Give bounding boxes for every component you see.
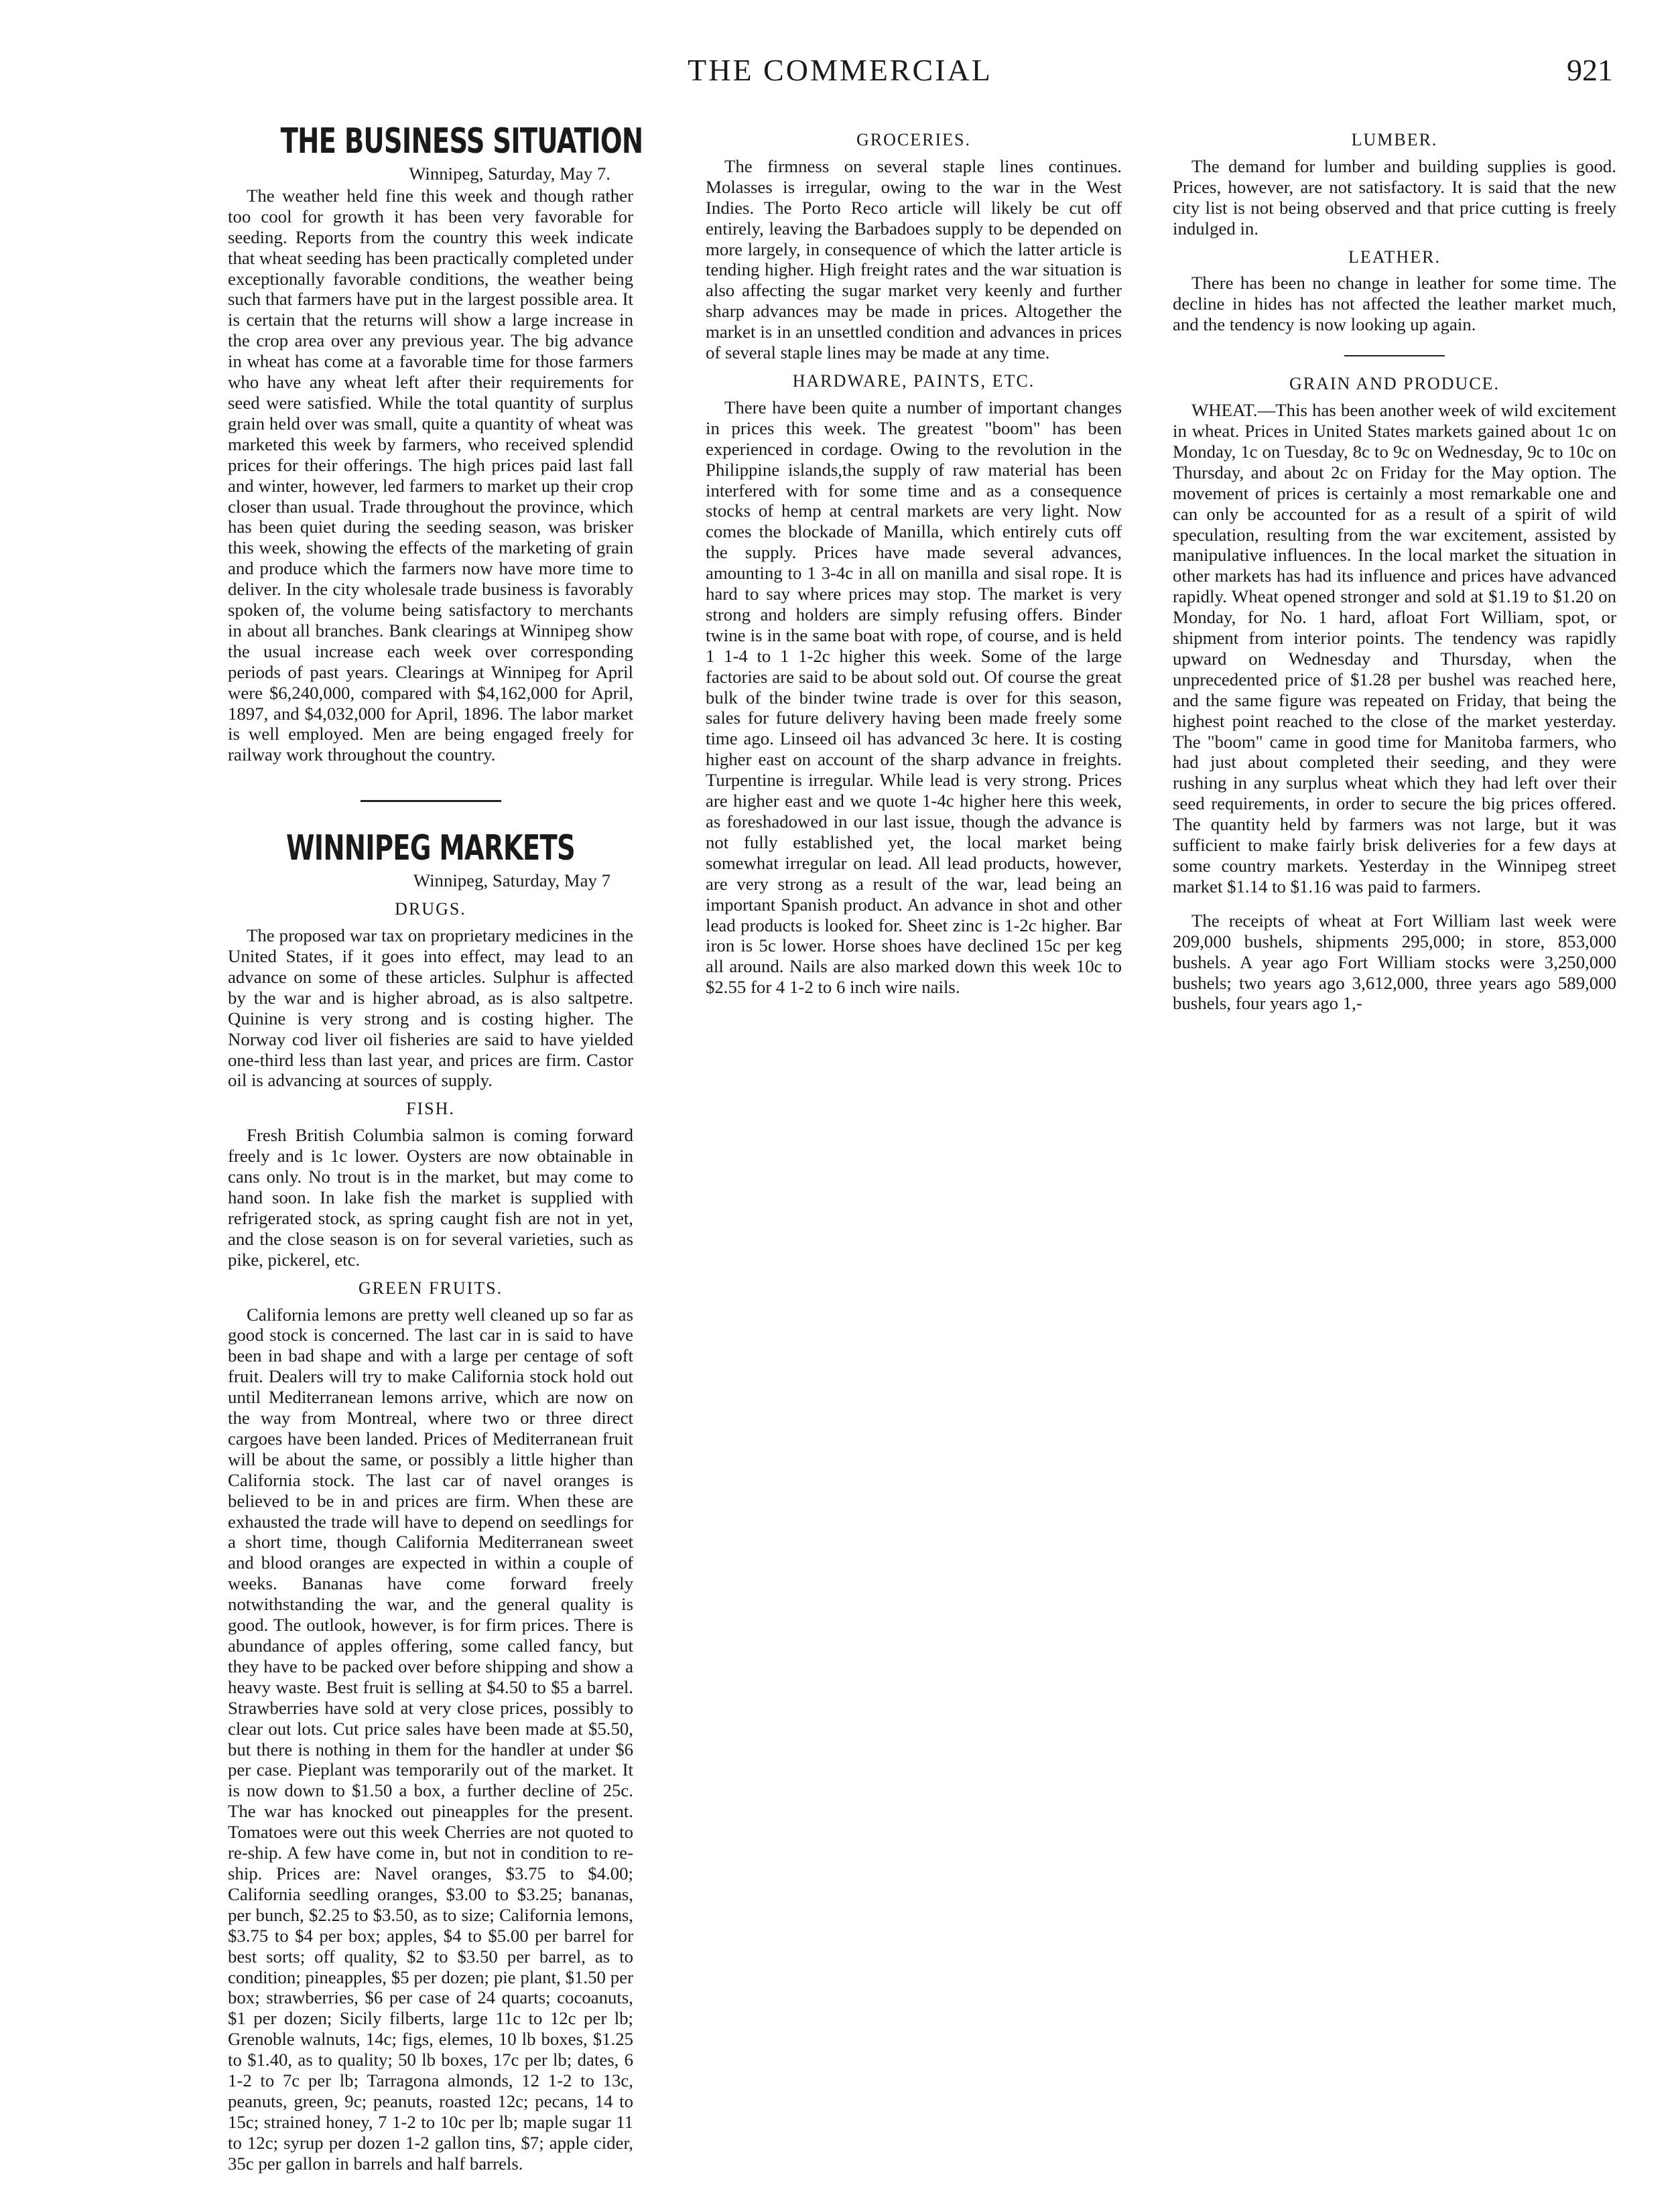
green-fruits-subhead: GREEN FRUITS. — [358, 1278, 503, 1298]
drugs-subhead: DRUGS. — [395, 899, 466, 919]
grain-produce-subhead: GRAIN AND PRODUCE. — [1289, 374, 1500, 394]
lumber-body: The demand for lumber and building supplies is good. Prices, however, are not satisfactory. It is said that the new city list is not being observed and that price cutting is freely indulged in. — [1173, 155, 1616, 239]
wheat-receipts-body: The receipts of wheat at Fort William last week were 209,000 bushels, shipments 295,000; in store, 853,000 bushels. A year ago Fort William stocks were 3,250,000 bushels; two years ago 3,612,000, three years ago 589,000 bushels, four years ago 1,- — [1173, 910, 1616, 1014]
groceries-body: The firmness on several staple lines continues. Molasses is irregular, owing to the war in the West Indies. The Porto Reco article will likely be cut off entirely, leaving the Barbadoes supply to be depended on more largely, in consequence of which the latter article is tending higher. High freight rates and the war situation is also affecting the sugar market very keenly and further sharp advances may be made in prices. Altogether the market is in an unsettled condition and advances in prices of several staple lines may be made at any time. — [706, 155, 1122, 363]
column-1 — [228, 121, 643, 2174]
fish-subhead: FISH. — [406, 1099, 455, 1119]
business-situation-body: The weather held fine this week and though rather too cool for growth it has been very favorable for seeding. Reports from the country this week indicate that wheat seeding has been practically completed under exceptionally favorable conditions, the weather being such that farmers have put in the largest possible area. It is certain that the returns will show a large increase in the crop area over any previous year. The big advance in wheat has come at a favorable time for those farmers who have any wheat left after their requirements for seed were satisfied. While the total quantity of surplus grain held over was small, quite a quantity of wheat was marketed this week by farmers, who received splendid prices for their offerings. The high prices paid last fall and winter, however, led farmers to market up their crop closer than usual. Trade throughout the province, which has been quiet during the seeding season, was brisker this week, showing the effects of the marketing of grain and produce which the farmers now have more time to deliver. In the city wholesale trade business is favorably spoken of, the volume being satisfactory to merchants in about all branches. Bank clearings at Winnipeg show the usual increase each week over corresponding periods of past years. Clearings at Winnipeg for April were $6,240,000, compared with $4,162,000 for April, 1897, and $4,032,000 for April, 1896. The labor market is well employed. Men are being engaged freely for railway work throughout the country. — [228, 185, 633, 765]
business-dateline: Winnipeg, Saturday, May 7. — [409, 163, 610, 184]
fish-body: Fresh British Columbia salmon is coming forward freely and is 1c lower. Oysters are now obtainable in cans only. No trout is in the market, but may come to hand soon. In lake fish the market is supplied with refrigerated stock, as spring caught fish are not in yet, and the close season is on for several varieties, such as pike, pickerel, etc. — [228, 1125, 633, 1270]
hardware-subhead: HARDWARE, PAINTS, ETC. — [792, 371, 1035, 391]
groceries-subhead: GROCERIES. — [856, 130, 971, 149]
drugs-body: The proposed war tax on proprietary medicines in the United States, if it goes into effect, may lead to an advance on some of these articles. Sulphur is affected by the war and is higher abroad, as is also saltpetre. Quinine is very strong and is costing higher. The Norway cod liver oil fisheries are said to have yielded one-third less than last year, and prices are firm. Castor oil is advancing at sources of supply. — [228, 925, 633, 1091]
winnipeg-markets-heading: WINNIPEG MARKETS — [286, 828, 575, 869]
publication-title: THE COMMERCIAL — [688, 53, 992, 87]
lumber-subhead: LUMBER. — [1351, 130, 1438, 149]
column-3 — [1173, 122, 1616, 2159]
column-2 — [706, 122, 1122, 2159]
page-number: 921 — [1567, 53, 1613, 87]
section-divider — [361, 800, 501, 802]
wheat-body: WHEAT.—This has been another week of wild excitement in wheat. Prices in United States markets gained about 1c on Monday, 1c on Tuesday, 8c to 9c on Wednesday, 9c to 10c on Thursday, and about 2c on Friday for the May option. The movement of prices is certainly a most remarkable one and can only be accounted for as a result of a spirit of wild speculation, resulting from the war excitement, assisted by manipulative influences. In the local market the situation in other markets has had its influence and prices have advanced rapidly. Wheat opened stronger and sold at $1.19 to $1.20 on Monday, for No. 1 hard, afloat Fort William, spot, or shipment from interior points. The tendency was rapidly upward on Wednesday and Thursday, when the unprecedented price of $1.28 per bushel was reached here, and the same figure was repeated on Friday, that being the highest point reached to the close of the market yesterday. The "boom" came in good time for Manitoba farmers, who had just about completed their seeding, and they were rushing in any surplus wheat which they had left over their seed requirements, in order to secure the big prices offered. The quantity held by farmers was not large, but it was sufficient to make fairly brisk deliveries for a few days at some country markets. Yesterday in the Winnipeg street market $1.14 to $1.16 was paid to farmers. — [1173, 400, 1616, 896]
section-divider-small — [1344, 355, 1445, 356]
leather-body: There has been no change in leather for some time. The decline in hides has not affected the leather market much, and the tendency is now looking up again. — [1173, 273, 1616, 335]
leather-subhead: LEATHER. — [1348, 247, 1441, 267]
markets-dateline: Winnipeg, Saturday, May 7 — [413, 870, 610, 891]
running-head — [0, 52, 1680, 99]
green-fruits-body: California lemons are pretty well cleaned up so far as good stock is concerned. The last car in is said to have been in bad shape and with a large per centage of soft fruit. Dealers will try to make California stock hold out until Mediterranean lemons arrive, which are now on the way from Montreal, where two or three direct cargoes have been landed. Prices of Mediterranean fruit will be about the same, or possibly a little higher than California stock. The last car of navel oranges is believed to be in and prices are firm. When these are exhausted the trade will have to depend on seedlings for a short time, though California Mediterranean sweet and blood oranges are expected in within a couple of weeks. Bananas have come forward freely notwithstanding the war, and the general quality is good. The outlook, however, is for firm prices. There is abundance of apples offering, some called fancy, but they have to be packed over before shipping and show a heavy waste. Best fruit is selling at $4.50 to $5 a barrel. Strawberries have sold at very close prices, possibly to clear out lots. Cut price sales have been made at $5.50, but there is nothing in them for the handler at under $6 per case. Pieplant was temporarily out of the market. It is now down to $1.50 a box, a further decline of 25c. The war has knocked out pineapples for the present. Tomatoes were out this week Cherries are not quoted to re-ship. A few have come in, but not in condition to re-ship. Prices are: Navel oranges, $3.75 to $4.00; California seedling oranges, $3.00 to $3.25; bananas, per bunch, $2.25 to $3.50, as to size; California lemons, $3.75 to $4 per box; apples, $4 to $5.00 per barrel for best sorts; off quality, $2 to $3.50 per barrel, as to condition; pineapples, $5 per dozen; pie plant, $1.50 per box; strawberries, $6 per case of 24 quarts; cocoanuts, $1 per dozen; Sicily filberts, large 11c to 12c per lb; Grenoble walnuts, 14c; figs, elemes, 10 lb boxes, $1.25 to $1.40, as to quality; 50 lb boxes, 17c per lb; dates, 6 1-2 to 7c per lb; Tarragona almonds, 12 1-2 to 13c, peanuts, green, 9c; peanuts, roasted 12c; pecans, 14 to 15c; strained honey, 7 1-2 to 10c per lb; maple sugar 11 to 12c; syrup per dozen 1-2 gallon tins, $7; apple cider, 35c per gallon in barrels and half barrels. — [228, 1304, 633, 2174]
business-situation-heading: THE BUSINESS SITUATION — [280, 121, 643, 161]
hardware-body: There have been quite a number of important changes in prices this week. The greatest "boom" has been experienced in cordage. Owing to the revolution in the Philippine islands,the supply of raw material has been interfered with for some time and as a consequence stocks of hemp at central markets are very light. Now comes the blockade of Manilla, which entirely cuts off the supply. Prices have made several advances, amounting to 1 3-4c in all on manilla and sisal rope. It is hard to say where prices may stop. The market is very strong and holders are simply refusing offers. Binder twine is in the same boat with rope, of course, and is held 1 1-4 to 1 1-2c higher this week. Some of the large factories are said to be about sold out. Of course the great bulk of the binder twine trade is over for this season, sales for future delivery having been made freely some time ago. Linseed oil has advanced 3c here. It is costing higher east on account of the sharp advance in freights. Turpentine is irregular. While lead is very strong. Prices are higher east and we quote 1-4c higher here this week, as foreshadowed in our last issue, though the advance is not fully established yet, the local market being somewhat irregular on lead. All lead products, however, are very strong as a result of the war, lead being an important Spanish product. An advance in shot and other lead products is looked for. Sheet zinc is 1-2c higher. Bar iron is 5c lower. Horse shoes have declined 15c per keg all around. Nails are also marked down this week 10c to $2.55 for 4 1-2 to 6 inch wire nails. — [706, 397, 1122, 998]
